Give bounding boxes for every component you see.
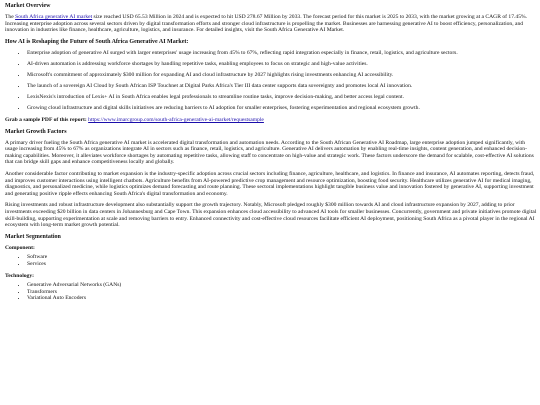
growth-paragraph: Rising investments and robust infrastructure development also substantially support the growth trajectory. Notably, Microsoft pledged roughly $300 million towards AI and cloud infrastructure expansion by 2027, adding to prior investments exceeding $20 billion in data centers in Johannesburg and Cape Town. This expansion enhances cloud accessibility to advanced AI tools for smaller businesses. Concurrently, government and private initiatives promote digital skill-building, supporting experimentation at scale and removing barriers to entry. Enhanced connectivity and cost-effective cloud resources facilitate efficient AI deployment, positioning South Africa as a pivotal player in the regional AI ecosystem with long-term market growth potential. [5, 202, 537, 229]
overview-intro-prefix: The [5, 14, 16, 21]
overview-intro-text: size reached USD 65.53 Million in 2024 and is expected to hit USD 278.67 Million by 2033. The forecast period for this market is 2025 to 2033, with the market growing at a CAGR of 17.45%. Increasing enterprise adoption across several sectors driven by digital transformation efforts and stronger cloud infrastructure is propelling the market. Businesses are harnessing generative AI to boost efficiency, personalization, and innovation in industries like finance, healthcare, agriculture, logistics, and insurance. For detailed insights, visit the South Africa Generative AI Market. [5, 14, 528, 34]
sample-pdf-label: Grab a sample PDF of this report: [5, 117, 87, 123]
reshaping-list [5, 50, 537, 112]
list-item: • Microsoft's commitment of approximately $300 million for expanding AI and cloud infrastructure by 2027 highlights rising investments enhancing AI accessibility. [27, 72, 537, 79]
list-item: • AI-driven automation is addressing workforce shortages by handling repetitive tasks, enabling employees to focus on strategic and high-value activities. [27, 61, 537, 68]
segmentation-heading: Market Segmentation [5, 233, 61, 240]
component-label: Component: [5, 244, 35, 251]
market-overview-heading: Market Overview [5, 3, 51, 9]
reshaping-heading: How AI is Reshaping the Future of South Africa Generative AI Market: [5, 38, 189, 45]
list-item: • Transformers [27, 289, 537, 296]
sample-pdf-link[interactable]: https://www.imarcgroup.com/south-africa-generative-ai-market/requestsample [88, 117, 264, 123]
market-link[interactable]: South Africa generative AI market [15, 14, 93, 21]
list-item: • Software [27, 254, 537, 261]
list-item: • Growing cloud infrastructure and digital skills initiatives are reducing barriers to AI adoption for smaller enterprises, fostering experimentation and regional ecosystem growth. [27, 105, 537, 112]
list-item: • Services [27, 261, 537, 268]
list-item: • LexisNexis's introduction of Lexis+ AI in South Africa enables legal professionals to streamline routine tasks, improve decision-making, and better access legal content. [27, 94, 537, 101]
component-list [5, 254, 537, 267]
growth-paragraph: A primary driver fueling the South Africa generative AI market is accelerated digital transformation and automation needs. According to the South African Generative AI Roadmap, large enterprise adoption jumped significantly, with usage increasing from 45% to 67% as organizations integrate AI in sectors such as finance, retail, logistics, and agriculture. Generative AI delivers automation by enabling real-time insights, content generation, and enhanced decision-making capabilities. Moreover, it alleviates workforce shortages by automating repetitive tasks, allowing staff to concentrate on high-value and strategic work. These factors underscore the demand for scalable, cost-effective AI solutions that can bridge skill gaps and enhance competitiveness locally and globally. [5, 139, 534, 166]
list-item: • The launch of a sovereign AI Cloud by South African ISP Touchnet at Digital Parks Africa's Tier III data center supports data sovereignty and promotes local AI innovation. [27, 83, 537, 90]
growth-paragraph: Another considerable factor contributing to market expansion is the industry-specific adoption across crucial sectors including finance, agriculture, healthcare, and logistics. In finance and insurance, AI automates reporting, detects fraud, and improves customer interactions using intelligent chatbots. Agriculture benefits from AI-powered predictive crop management and resource optimization, boosting food security. Healthcare utilizes generative AI for medical imaging, diagnostics, and personalized medicine, while logistics optimizes demand forecasting and route planning. These sectoral implementations highlight tangible business value and innovation fostered by generative AI, supporting investment and generating positive ripple effects enhancing South Africa's digital transformation and economy. [5, 171, 535, 197]
technology-list [5, 282, 537, 302]
overview-paragraph [5, 14, 537, 34]
technology-label: Technology: [5, 272, 35, 279]
list-item: • Generative Adversarial Networks (GANs) [27, 282, 537, 289]
list-item: • Enterprise adoption of generative AI surged with larger enterprises' usage increasing from 45% to 67%, reflecting rapid integration especially in finance, retail, logistics, and agriculture sectors. [27, 50, 537, 57]
sample-pdf-line [5, 117, 537, 124]
growth-factors-heading: Market Growth Factors [5, 128, 67, 135]
list-item: • Variational Auto Encoders [27, 295, 537, 302]
